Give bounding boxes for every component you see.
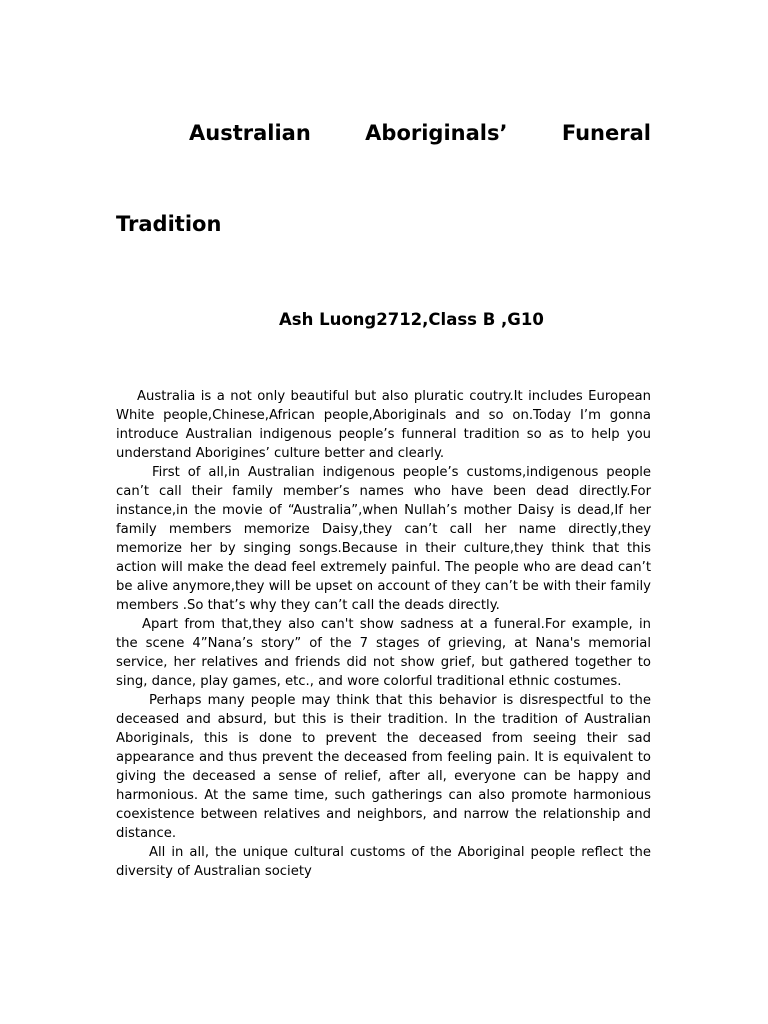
body-paragraph: First of all,in Australian indigenous people’s customs,indigenous people can’t call their family member’s names who have been dead directly.For instance,in the movie of “Australia”,when Nullah’s mother Daisy is dead,If her family members memorize Daisy,they can’t call her name directly,they memorize her by singing songs.Because in their culture,they think that this action will make the dead feel extremely painful. The people who are dead can’t be alive anymore,they will be upset on account of they can’t be with their family members .So that’s why they can’t call the deads directly. [116, 465, 651, 613]
body-paragraph: Australia is a not only beautiful but also pluratic coutry.It includes European White people,Chinese,African people,Aboriginals and so on.Today I’m gonna introduce Australian indigenous people’s funneral tradition so as to help you understand Aborigines’ culture better and clearly. [116, 389, 651, 461]
title-word: Australian [189, 121, 311, 145]
document-title [189, 119, 651, 147]
body-paragraph: Apart from that,they also can't show sadness at a funeral.For example, in the scene 4”Nana’s story” of the 7 stages of grieving, at Nana's memorial service, her relatives and friends did not show grief, but gathered together to sing, dance, play games, etc., and wore colorful traditional ethnic costumes. [116, 617, 651, 689]
body-paragraph: Perhaps many people may think that this behavior is disrespectful to the deceased and absurd, but this is their tradition. In the tradition of Australian Aboriginals, this is done to prevent the deceased from seeing their sad appearance and thus prevent the deceased from feeling pain. It is equivalent to giving the deceased a sense of relief, after all, everyone can be happy and harmonious. At the same time, such gatherings can also promote harmonious coexistence between relatives and neighbors, and narrow the relationship and distance. [116, 693, 651, 841]
title-word: Funeral [561, 121, 651, 145]
author-line: Ash Luong2712,Class B ,G10 [279, 310, 544, 329]
title-word: Aboriginals’ [365, 121, 508, 145]
document-title-continued: Tradition [116, 212, 222, 236]
body-paragraph: All in all, the unique cultural customs of the Aboriginal people reflect the diversity of Australian society [116, 845, 651, 879]
document-body [116, 387, 651, 881]
